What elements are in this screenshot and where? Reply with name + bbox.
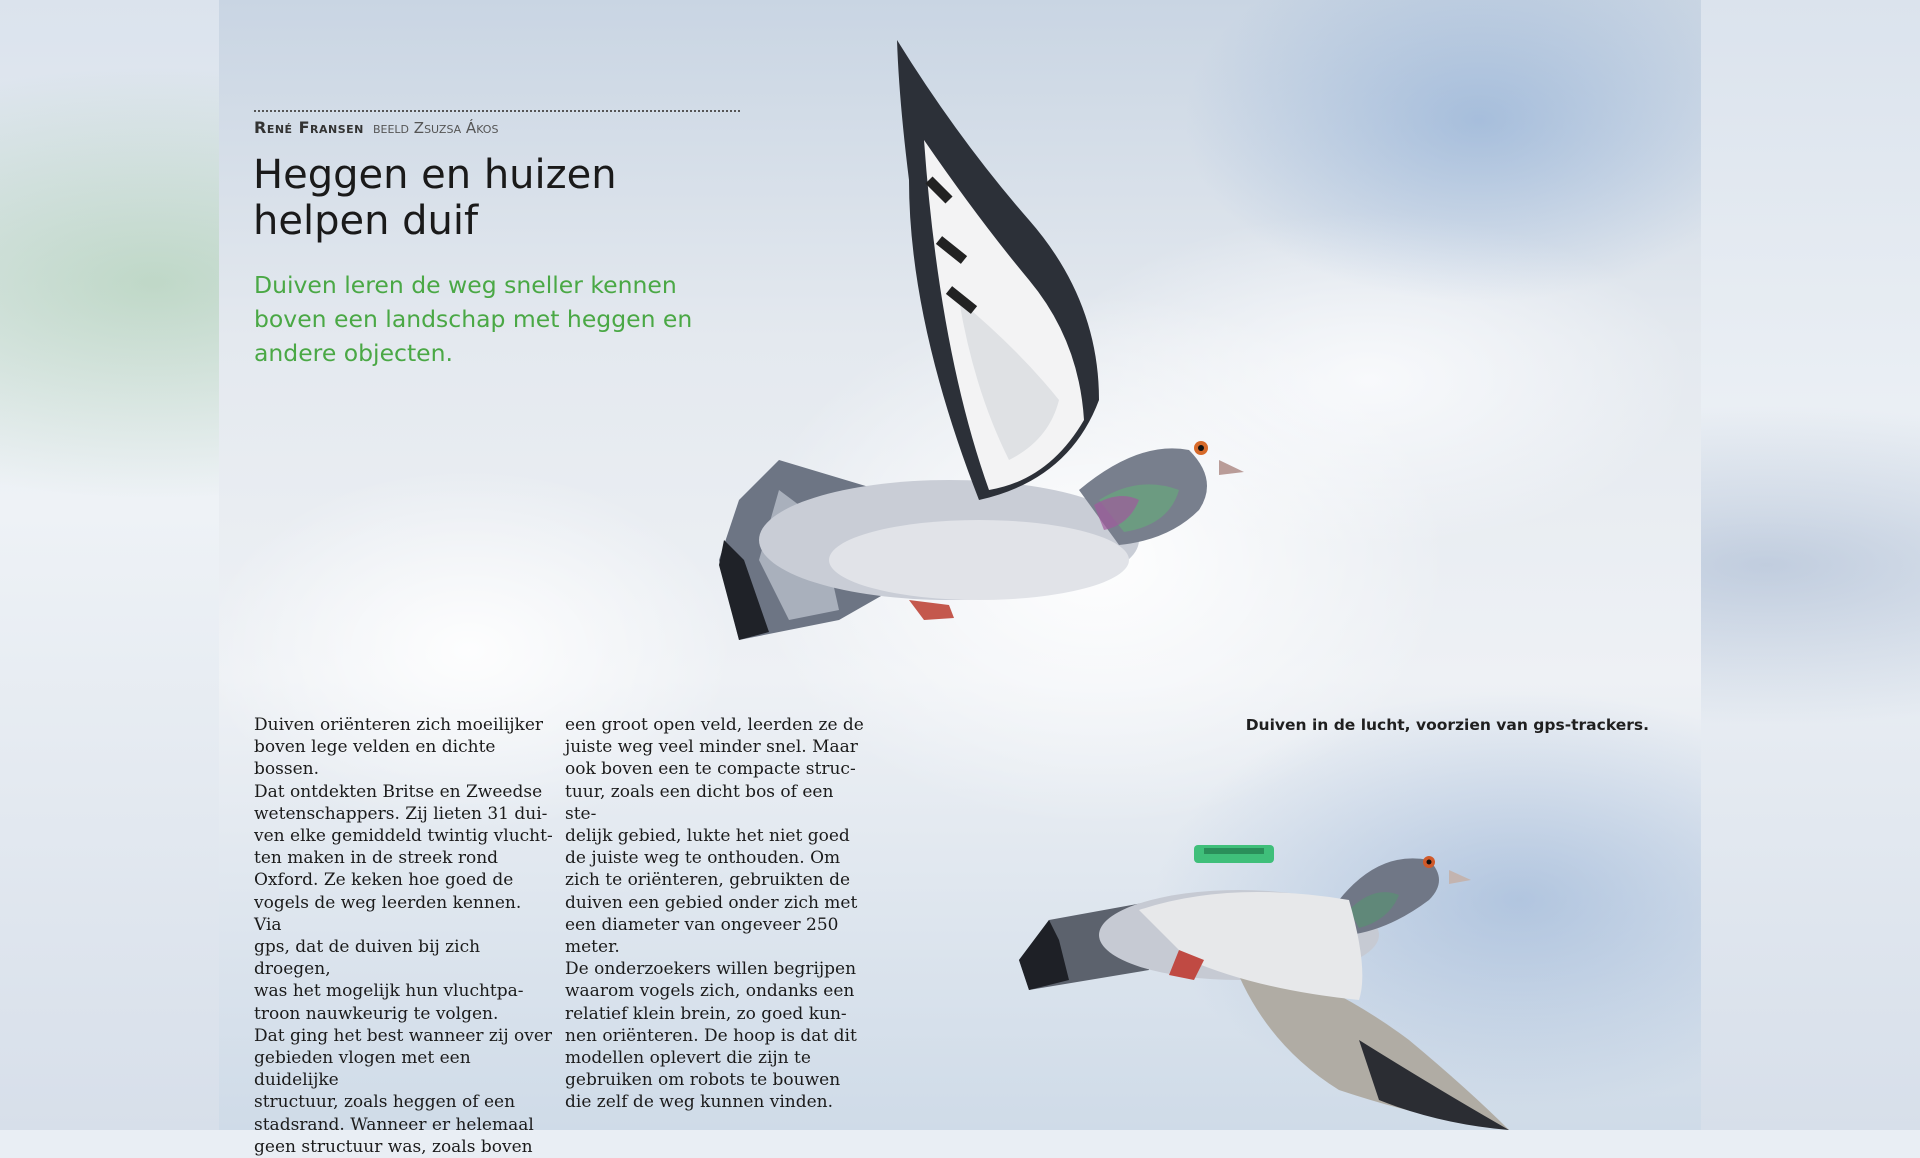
headline-line-1: Heggen en huizen — [253, 152, 617, 198]
body-column-1 — [254, 714, 554, 1158]
paragraph: Dat ontdekten Britse en Zweedse wetenschappers. Zij lieten 31 dui- ven elke gemiddeld twintig vlucht- ten maken in de streek rond Oxford. Ze keken hoe goed de vogels de weg leerden kennen. Via gps, dat de duiven bij zich droegen, was het mogelijk hun vluchtpa- troon nauwkeurig te volgen. — [254, 781, 553, 1024]
byline — [254, 118, 498, 137]
paragraph: Dat ging het best wanneer zij over gebieden vlogen met een duidelijke structuur, zoals heggen of een stadsrand. Wanneer er helemaal geen structuur was, zoals boven — [254, 1025, 553, 1157]
paragraph: een groot open veld, leerden ze de juiste weg veel minder snel. Maar ook boven een te compacte struc- tuur, zoals een dicht bos of een ste- delijk gebied, lukte het niet goed de juiste weg te onthouden. Om zich te oriënteren, gebruikten de duiven een gebied onder zich met een diameter van ongeveer 250 meter. — [565, 715, 864, 958]
lede: Duiven leren de weg sneller kennen boven een landschap met heggen en andere objecten. — [254, 271, 693, 367]
byline-rule — [254, 110, 740, 112]
photo-caption: Duiven in de lucht, voorzien van gps-trackers. — [1245, 716, 1649, 734]
photo-credit: beeld Zsuzsa Ákos — [372, 119, 499, 137]
pigeon-photo-lower — [1009, 840, 1569, 1140]
headline — [253, 152, 673, 244]
paragraph: Duiven oriënteren zich moeilijker boven lege velden en dichte bossen. — [254, 715, 544, 780]
magazine-page — [219, 0, 1701, 1157]
paragraph: De onderzoekers willen begrijpen waarom vogels zich, ondanks een relatief klein brein, zo goed kun- nen oriënteren. De hoop is dat dit modellen oplevert die zijn te gebruiken om robots te bouwen die zelf de weg kunnen vinden. — [565, 959, 857, 1113]
author-name: René Fransen — [254, 118, 364, 137]
headline-line-2: helpen duif — [253, 198, 479, 244]
body-column-2 — [565, 714, 865, 1114]
